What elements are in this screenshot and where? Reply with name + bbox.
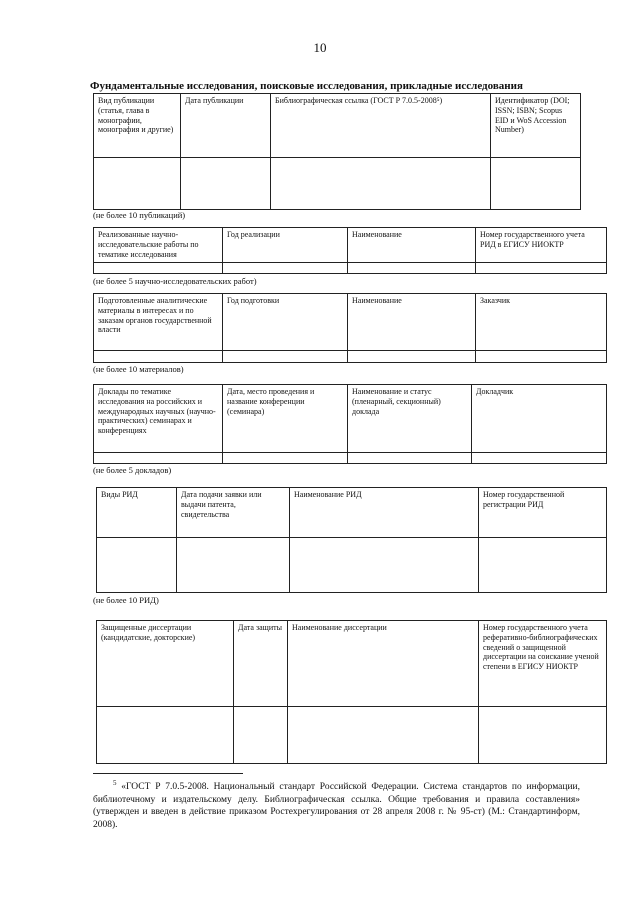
empty-cell[interactable] — [223, 263, 348, 274]
empty-cell[interactable] — [94, 158, 181, 210]
page-number: 10 — [313, 40, 327, 55]
dissertations-table — [96, 620, 607, 764]
section-title: Фундаментальные исследования, поисковые исследования, прикладные исследования — [90, 80, 523, 92]
empty-cell[interactable] — [97, 538, 177, 593]
research-works-table — [93, 227, 607, 274]
empty-cell[interactable] — [348, 453, 472, 464]
header-rid-types: Виды РИД — [97, 488, 177, 538]
publications-table — [93, 93, 581, 210]
header-bibliographic-reference: Библиографическая ссылка (ГОСТ Р 7.0.5-2008⁵) — [271, 94, 491, 158]
header-preparation-year: Год подготовки — [223, 294, 348, 351]
reports-table — [93, 384, 607, 464]
empty-cell[interactable] — [97, 707, 234, 764]
footnote-divider — [93, 773, 243, 774]
header-customer: Заказчик — [476, 294, 607, 351]
empty-cell[interactable] — [223, 351, 348, 363]
empty-cell[interactable] — [181, 158, 271, 210]
empty-cell[interactable] — [479, 707, 607, 764]
footnote-text: «ГОСТ Р 7.0.5-2008. Национальный стандарт Российской Федерации. Система стандартов по информации, библиотечному и издательскому делу. Библиографическая ссылка. Общие требования и правила составления» (утвержден и введен в действие приказом Ростехрегулирования от 28 апреля 2008 г. № 95-ст) (М.: Стандартинформ, 2008). — [93, 782, 581, 830]
header-application-date: Дата подачи заявки или выдачи патента, свидетельства — [177, 488, 290, 538]
header-dissertation-name: Наименование диссертации — [288, 621, 479, 707]
empty-cell[interactable] — [94, 453, 223, 464]
publications-note: (не более 10 публикаций) — [93, 210, 186, 220]
header-reports: Доклады по тематике исследования на российских и международных научных (научно-практических) семинарах и конференциях — [94, 385, 223, 453]
header-registration-number: Номер государственного учета РИД в ЕГИСУ НИОКТР — [476, 228, 607, 263]
empty-cell[interactable] — [271, 158, 491, 210]
rid-note: (не более 10 РИД) — [93, 595, 159, 605]
header-speaker: Докладчик — [472, 385, 607, 453]
header-dissertation-registration-number: Номер государственного учета реферативно-библиографических сведений о защищенной диссертации на соискание ученой степени в ЕГИСУ НИОКТР — [479, 621, 607, 707]
header-implementation-year: Год реализации — [223, 228, 348, 263]
empty-cell[interactable] — [472, 453, 607, 464]
reports-note: (не более 5 докладов) — [93, 465, 172, 475]
header-identifier: Идентификатор (DOI; ISSN; ISBN; Scopus EID и WoS Accession Number) — [491, 94, 581, 158]
header-defense-date: Дата защиты — [234, 621, 288, 707]
empty-cell[interactable] — [288, 707, 479, 764]
empty-cell[interactable] — [223, 453, 348, 464]
header-research-works: Реализованные научно-исследовательские работы по тематике исследования — [94, 228, 223, 263]
header-report-name-status: Наименование и статус (пленарный, секционный) доклада — [348, 385, 472, 453]
header-material-name: Наименование — [348, 294, 476, 351]
header-dissertations: Защищенные диссертации (кандидатские, докторские) — [97, 621, 234, 707]
empty-cell[interactable] — [94, 263, 223, 274]
empty-cell[interactable] — [348, 351, 476, 363]
empty-cell[interactable] — [476, 263, 607, 274]
empty-cell[interactable] — [234, 707, 288, 764]
footnote — [93, 779, 580, 831]
empty-cell[interactable] — [290, 538, 479, 593]
header-publication-date: Дата публикации — [181, 94, 271, 158]
header-publication-type: Вид публикации (статья, глава в монографии, монография и другие) — [94, 94, 181, 158]
empty-cell[interactable] — [177, 538, 290, 593]
header-conference-date-place: Дата, место проведения и название конференции (семинара) — [223, 385, 348, 453]
header-rid-registration-number: Номер государственной регистрации РИД — [479, 488, 607, 538]
header-research-name: Наименование — [348, 228, 476, 263]
empty-cell[interactable] — [479, 538, 607, 593]
analytical-materials-note: (не более 10 материалов) — [93, 364, 184, 374]
empty-cell[interactable] — [491, 158, 581, 210]
header-analytical-materials: Подготовленные аналитические материалы в интересах и по заказам органов государственной власти — [94, 294, 223, 351]
rid-table — [96, 487, 607, 593]
empty-cell[interactable] — [348, 263, 476, 274]
header-rid-name: Наименование РИД — [290, 488, 479, 538]
empty-cell[interactable] — [476, 351, 607, 363]
analytical-materials-table — [93, 293, 607, 363]
footnote-mark: 5 — [113, 779, 117, 787]
research-works-note: (не более 5 научно-исследовательских работ) — [93, 276, 257, 286]
empty-cell[interactable] — [94, 351, 223, 363]
